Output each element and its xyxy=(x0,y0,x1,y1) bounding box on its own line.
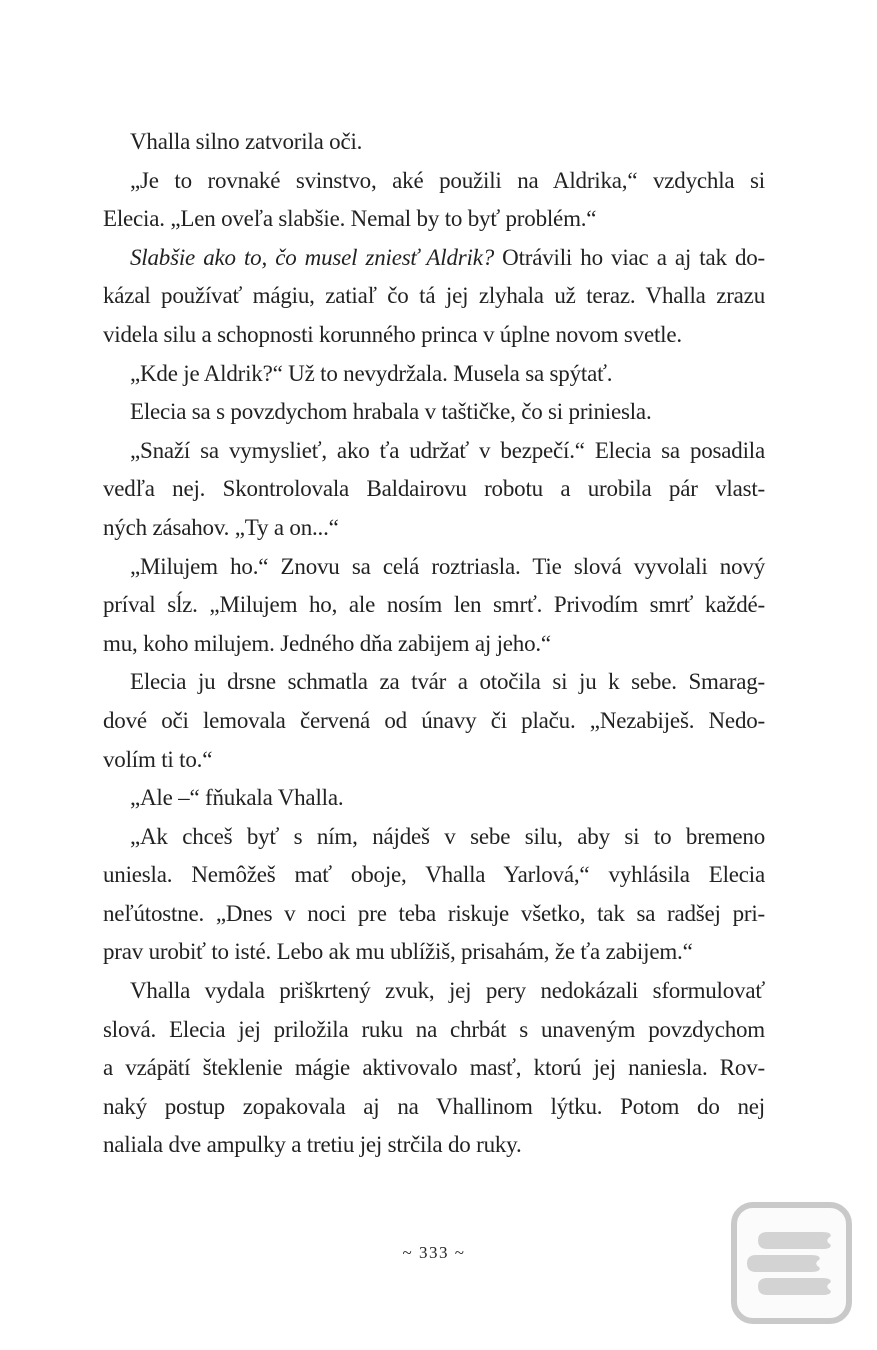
paragraph xyxy=(103,663,765,779)
book-spine-bottom xyxy=(758,1278,831,1295)
text-segment: a vzápätí šteklenie mágie aktivovalo masť, ktorú jej naniesla. Rov- xyxy=(103,1055,765,1081)
paragraph xyxy=(103,162,765,239)
text-line xyxy=(103,509,765,548)
text-segment: „Ak chceš byť s ním, nájdeš v sebe silu, aby si to bremeno xyxy=(130,823,765,849)
text-segment: „Snaží sa vymyslieť, ako ťa udržať v bezpečí.“ Elecia sa posadila xyxy=(130,437,765,463)
text-line xyxy=(103,933,765,972)
text-segment: „Kde je Aldrik?“ Už to nevydržala. Musela sa spýtať. xyxy=(130,360,613,386)
book-spine-top xyxy=(758,1232,831,1249)
text-line xyxy=(103,586,765,625)
text-line xyxy=(103,162,765,201)
text-segment: volím ti to.“ xyxy=(103,746,213,772)
text-line xyxy=(103,277,765,316)
text-segment: slová. Elecia jej priložila ruku na chrbát s unaveným povzdychom xyxy=(103,1016,765,1042)
text-line xyxy=(103,856,765,895)
text-segment: Elecia ju drsne schmatla za tvár a otočila si ju k sebe. Smarag- xyxy=(130,669,765,695)
text-line xyxy=(103,741,765,780)
text-segment: príval sĺz. „Milujem ho, ale nosím len smrť. Privodím smrť každé- xyxy=(103,592,765,618)
text-line xyxy=(103,1011,765,1050)
italic-text-segment: Slabšie ako to, čo musel zniesť Aldrik? xyxy=(130,244,495,270)
text-line xyxy=(103,972,765,1011)
text-block xyxy=(103,123,765,1165)
text-segment: prav urobiť to isté. Lebo ak mu ublížiš, prisahám, že ťa zabijem.“ xyxy=(103,939,693,965)
books-stack-graphic xyxy=(731,1202,852,1324)
text-segment: Otrávili ho viac a aj tak do- xyxy=(494,244,766,270)
books-stack-icon xyxy=(731,1202,852,1324)
text-line xyxy=(103,1049,765,1088)
text-segment: kázal používať mágiu, zatiaľ čo tá jej zlyhala už teraz. Vhalla zrazu xyxy=(103,283,765,309)
paragraph xyxy=(103,548,765,664)
text-line xyxy=(103,470,765,509)
text-segment: „Je to rovnaké svinstvo, aké použili na Aldrika,“ vzdychla si xyxy=(130,167,765,193)
text-line xyxy=(103,239,765,278)
text-segment: Elecia. „Len oveľa slabšie. Nemal by to byť problém.“ xyxy=(103,206,597,232)
paragraph xyxy=(103,355,765,394)
text-line xyxy=(103,393,765,432)
text-line xyxy=(103,548,765,587)
paragraph xyxy=(103,432,765,548)
text-segment: neľútostne. „Dnes v noci pre teba riskuje všetko, tak sa radšej pri- xyxy=(103,900,765,926)
text-segment: dové oči lemovala červená od únavy či plaču. „Nezabiješ. Nedo- xyxy=(103,707,765,733)
text-segment: vedľa nej. Skontrolovala Baldairovu robotu a urobila pár vlast- xyxy=(103,476,765,502)
paragraph xyxy=(103,239,765,355)
text-line xyxy=(103,625,765,664)
paragraph xyxy=(103,123,765,162)
text-segment: ných zásahov. „Ty a on...“ xyxy=(103,514,339,540)
text-segment: „Milujem ho.“ Znovu sa celá roztriasla. Tie slová vyvolali nový xyxy=(130,553,765,579)
text-line xyxy=(103,663,765,702)
paragraph xyxy=(103,972,765,1165)
text-line xyxy=(103,895,765,934)
text-line xyxy=(103,316,765,355)
text-line xyxy=(103,702,765,741)
text-segment: naliala dve ampulky a tretiu jej strčila do ruky. xyxy=(103,1132,522,1158)
text-line xyxy=(103,432,765,471)
text-line xyxy=(103,1126,765,1165)
text-segment: Elecia sa s povzdychom hrabala v taštičke, čo si priniesla. xyxy=(130,399,652,425)
text-line xyxy=(103,200,765,239)
text-segment: Vhalla silno zatvorila oči. xyxy=(130,129,363,154)
text-segment: „Ale –“ fňukala Vhalla. xyxy=(130,785,344,811)
text-line xyxy=(103,779,765,818)
text-line xyxy=(103,818,765,857)
text-line xyxy=(103,123,765,162)
paragraph xyxy=(103,393,765,432)
book-spine-middle xyxy=(747,1255,820,1272)
text-segment: uniesla. Nemôžeš mať oboje, Vhalla Yarlová,“ vyhlásila Elecia xyxy=(103,862,765,888)
paragraph xyxy=(103,779,765,818)
paragraph xyxy=(103,818,765,972)
text-segment: naký postup zopakovala aj na Vhallinom lýtku. Potom do nej xyxy=(103,1093,765,1119)
text-segment: videla silu a schopnosti korunného princa v úplne novom svetle. xyxy=(103,321,682,347)
text-line xyxy=(103,355,765,394)
text-segment: mu, koho milujem. Jedného dňa zabijem aj jeho.“ xyxy=(103,630,551,656)
page-number: ~ 333 ~ xyxy=(402,1243,466,1262)
text-line xyxy=(103,1088,765,1127)
text-segment: Vhalla vydala priškrtený zvuk, jej pery nedokázali sformulovať xyxy=(130,978,765,1004)
